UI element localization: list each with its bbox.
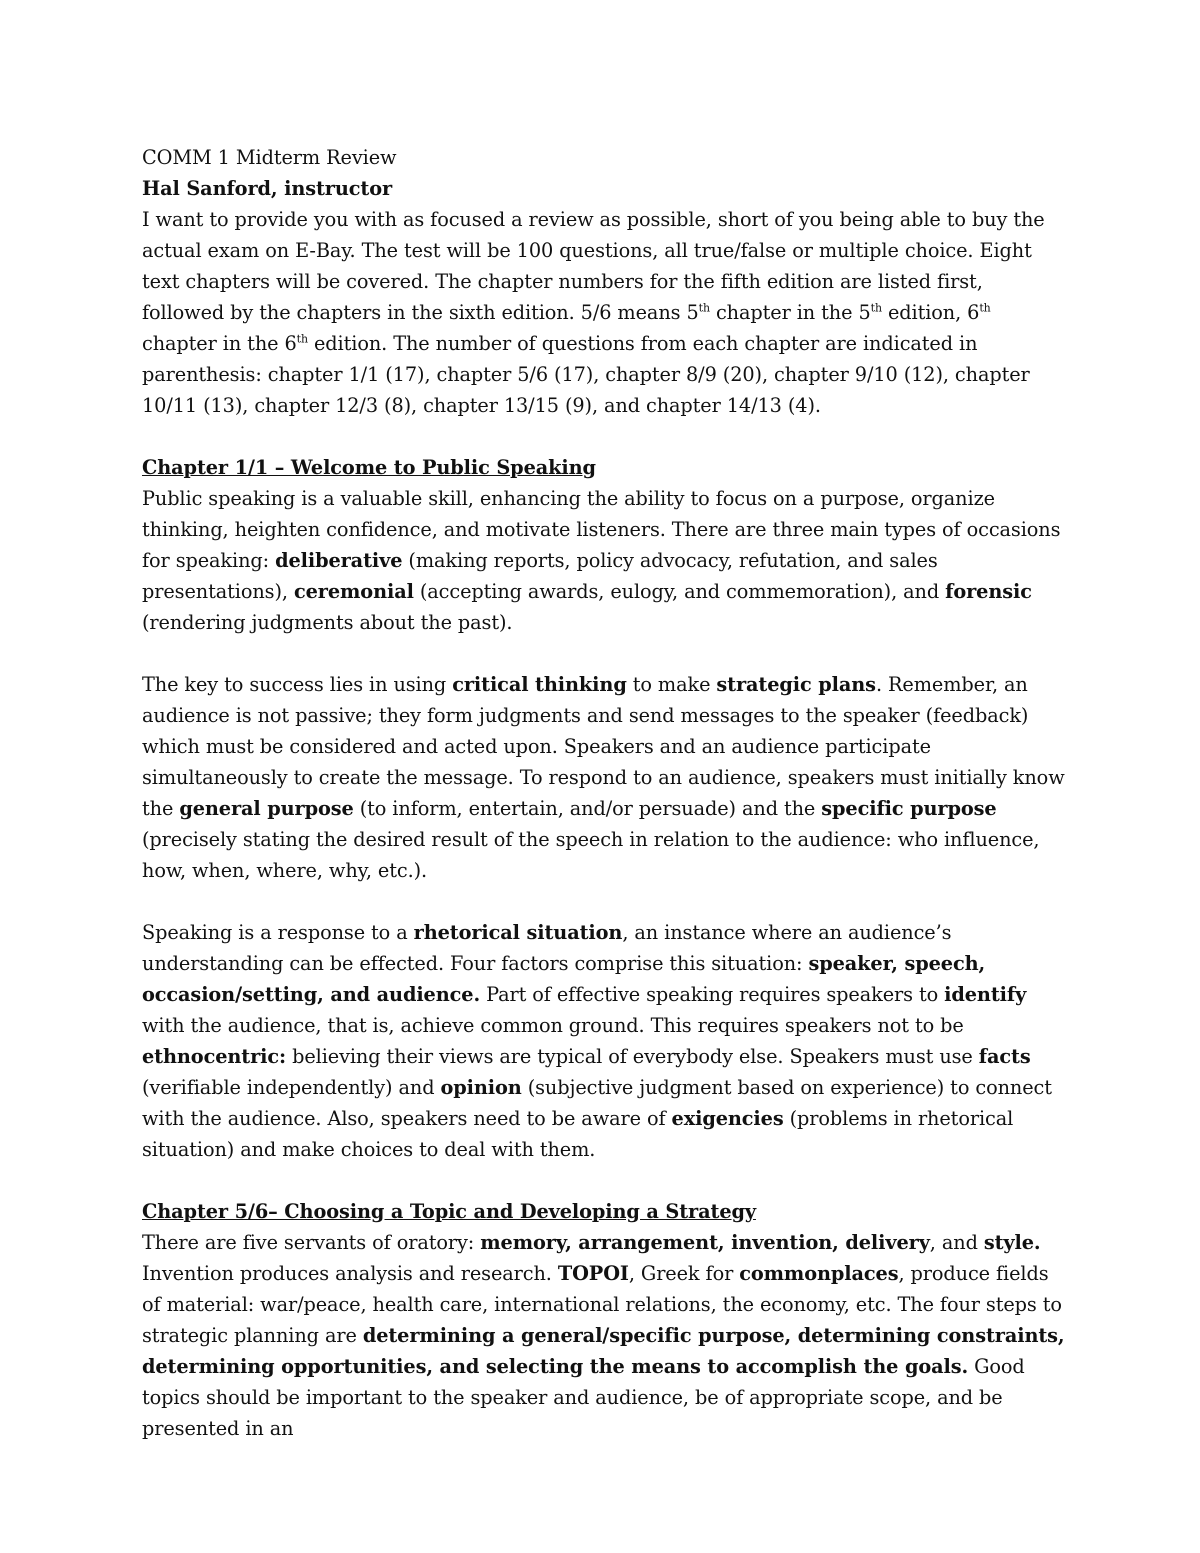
body-text: Invention produces analysis and research.: [142, 1262, 558, 1285]
chapter-1-paragraph-3: [142, 917, 1070, 1165]
key-term: rhetorical situation: [413, 921, 623, 944]
superscript: th: [698, 301, 710, 315]
key-term: strategic plans: [716, 673, 876, 696]
key-term: forensic: [945, 580, 1032, 603]
key-term: facts: [978, 1045, 1031, 1068]
body-text: , an instance where an audience’s understanding can be effected. Four factors comprise this situation:: [142, 921, 952, 975]
key-term: identify: [944, 983, 1027, 1006]
body-text: (accepting awards, eulogy, and commemoration), and: [413, 580, 946, 603]
chapter-5-heading: [142, 1196, 1070, 1227]
body-text: , Greek for: [628, 1262, 740, 1285]
spacer: [142, 886, 1070, 917]
key-term: style.: [983, 1231, 1041, 1254]
key-term: exigencies: [671, 1107, 784, 1130]
chapter-1-paragraph-2: [142, 669, 1070, 886]
body-text: to make: [626, 673, 717, 696]
key-term: critical thinking: [452, 673, 627, 696]
key-term: memory, arrangement, invention, delivery: [480, 1231, 930, 1254]
intro-paragraph: [142, 204, 1070, 421]
body-text: Public speaking is a valuable skill, enhancing the ability to focus on a purpose, organize thinking, heighten confidence, and motivate listeners. There are three main types of occasions for speaking:: [142, 487, 1061, 572]
chapter-5-heading-text: Chapter 5/6– Choosing a Topic and Developing a Strategy: [142, 1200, 756, 1223]
key-term: ceremonial: [293, 580, 414, 603]
body-text: The key to success lies in using: [142, 673, 453, 696]
chapter-1-paragraph-1: [142, 483, 1070, 638]
chapter-5-paragraph-1: [142, 1227, 1070, 1444]
instructor-line: [142, 173, 1070, 204]
body-text: Speaking is a response to a: [142, 921, 414, 944]
body-text: (subjective judgment based on experience) to connect with the audience. Also, speakers need to be aware of: [142, 1076, 1052, 1130]
intro-text: I want to provide you with as focused a review as possible, short of you being able to buy the actual exam on E-Bay. The test will be 100 questions, all true/false or multiple choice. Eight text chapters will be covered. The chapter numbers for the fifth edition are listed first, followed by the chapters in the sixth edition. 5/6 means 5: [142, 208, 1045, 324]
body-text: (to inform, entertain, and/or persuade) and the: [353, 797, 822, 820]
superscript: th: [296, 332, 308, 346]
body-text: There are five servants of oratory:: [142, 1231, 481, 1254]
body-text: , produce fields of material: war/peace, health care, international relations, the economy, etc. The four steps to strategic planning are: [142, 1262, 1062, 1347]
intro-text: chapter in the 6: [142, 332, 297, 355]
body-text: (precisely stating the desired result of the speech in relation to the audience: who influence, how, when, where, why, etc.).: [142, 828, 1040, 882]
key-term: ethnocentric:: [142, 1045, 287, 1068]
spacer: [142, 638, 1070, 669]
spacer: [142, 1165, 1070, 1196]
intro-text: edition. The number of questions from each chapter are indicated in parenthesis: chapter 1/1 (17), chapter 5/6 (17), chapter 8/9 (20), chapter 9/10 (12), chapter 10/11 (13), chapter 12/3 (8), chapter 13/15 (9), and chapter 14/13 (4).: [142, 332, 1030, 417]
superscript: th: [979, 301, 991, 315]
chapter-1-heading-text: Chapter 1/1 – Welcome to Public Speaking: [142, 456, 596, 479]
spacer: [142, 421, 1070, 452]
key-term: TOPOI: [557, 1262, 629, 1285]
chapter-1-heading: [142, 452, 1070, 483]
key-term: determining a general/specific purpose, determining constraints, determining opportunities, and selecting the means to accomplish the goals.: [142, 1324, 1065, 1378]
instructor-text: Hal Sanford, instructor: [142, 177, 393, 200]
key-term: opinion: [440, 1076, 522, 1099]
body-text: believing their views are typical of everybody else. Speakers must use: [286, 1045, 979, 1068]
course-title-text: COMM 1 Midterm Review: [142, 146, 397, 169]
key-term: general purpose: [179, 797, 354, 820]
body-text: Good topics should be important to the speaker and audience, be of appropriate scope, and be presented in an: [142, 1355, 1025, 1440]
body-text: . Remember, an audience is not passive; they form judgments and send messages to the speaker (feedback) which must be considered and acted upon. Speakers and an audience participate simultaneously to create the message. To respond to an audience, speakers must initially know the: [142, 673, 1065, 820]
key-term: deliberative: [275, 549, 403, 572]
body-text: (verifiable independently) and: [142, 1076, 441, 1099]
key-term: specific purpose: [821, 797, 997, 820]
superscript: th: [870, 301, 882, 315]
course-title: [142, 142, 1070, 173]
key-term: speaker, speech, occasion/setting, and audience.: [142, 952, 986, 1006]
body-text: (rendering judgments about the past).: [142, 611, 513, 634]
intro-text: edition, 6: [881, 301, 980, 324]
body-text: with the audience, that is, achieve common ground. This requires speakers not to be: [142, 1014, 964, 1037]
body-text: (making reports, policy advocacy, refutation, and sales presentations),: [142, 549, 938, 603]
body-text: , and: [929, 1231, 984, 1254]
body-text: (problems in rhetorical situation) and make choices to deal with them.: [142, 1107, 1014, 1161]
key-term: commonplaces: [739, 1262, 899, 1285]
body-text: Part of effective speaking requires speakers to: [480, 983, 945, 1006]
intro-text: chapter in the 5: [709, 301, 871, 324]
